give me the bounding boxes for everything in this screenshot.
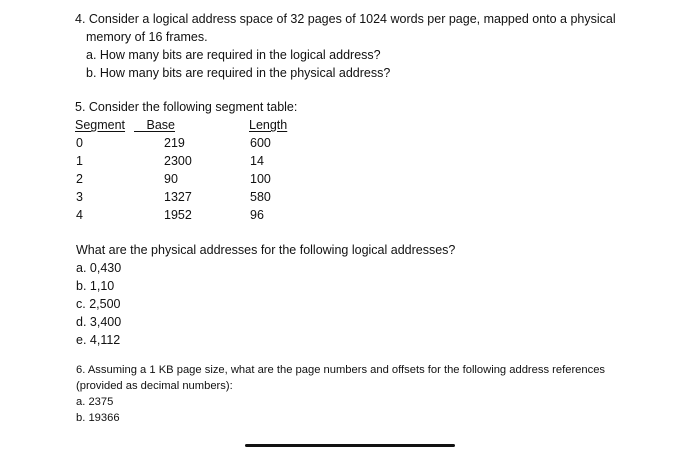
table-cell-segment: 2 — [76, 172, 83, 186]
table-cell-length: 14 — [250, 154, 264, 168]
table-cell-length: 96 — [250, 208, 264, 222]
q4-part-a: a. How many bits are required in the logical address? — [86, 48, 381, 62]
q4-part-b: b. How many bits are required in the physical address? — [86, 66, 391, 80]
table-cell-segment: 1 — [76, 154, 83, 168]
q5-intro: 5. Consider the following segment table: — [75, 100, 298, 114]
q5-item: a. 0,430 — [76, 261, 122, 275]
header-segment: Segment — [75, 118, 126, 132]
table-cell-length: 580 — [250, 190, 271, 204]
table-cell-segment: 4 — [76, 208, 83, 222]
table-cell-length: 600 — [250, 136, 271, 150]
q5-item: b. 1,10 — [76, 279, 115, 293]
q5-item: c. 2,500 — [76, 297, 121, 311]
q4-line-1: 4. Consider a logical address space of 32 pages of 1024 words per page, mapped onto a physical — [75, 12, 616, 26]
table-cell-base: 90 — [164, 172, 178, 186]
q6-line-2: (provided as decimal numbers): — [76, 380, 233, 392]
q5-item: d. 3,400 — [76, 315, 122, 329]
table-cell-segment: 3 — [76, 190, 83, 204]
table-cell-base: 2300 — [164, 154, 192, 168]
q6-item: b. 19366 — [76, 412, 120, 424]
table-cell-base: 1952 — [164, 208, 192, 222]
table-cell-segment: 0 — [76, 136, 83, 150]
q5-item: e. 4,112 — [76, 333, 121, 347]
table-cell-base: 1327 — [164, 190, 192, 204]
home-indicator-bar — [245, 444, 455, 447]
header-base: Base — [146, 118, 175, 132]
q4-line-2: memory of 16 frames. — [86, 30, 208, 44]
table-cell-length: 100 — [250, 172, 271, 186]
q6-item: a. 2375 — [76, 396, 114, 408]
q5-question: What are the physical addresses for the following logical addresses? — [76, 243, 456, 257]
header-length: Length — [249, 118, 288, 132]
q6-line-1: 6. Assuming a 1 KB page size, what are the page numbers and offsets for the following address references — [76, 364, 606, 376]
table-cell-base: 219 — [164, 136, 185, 150]
